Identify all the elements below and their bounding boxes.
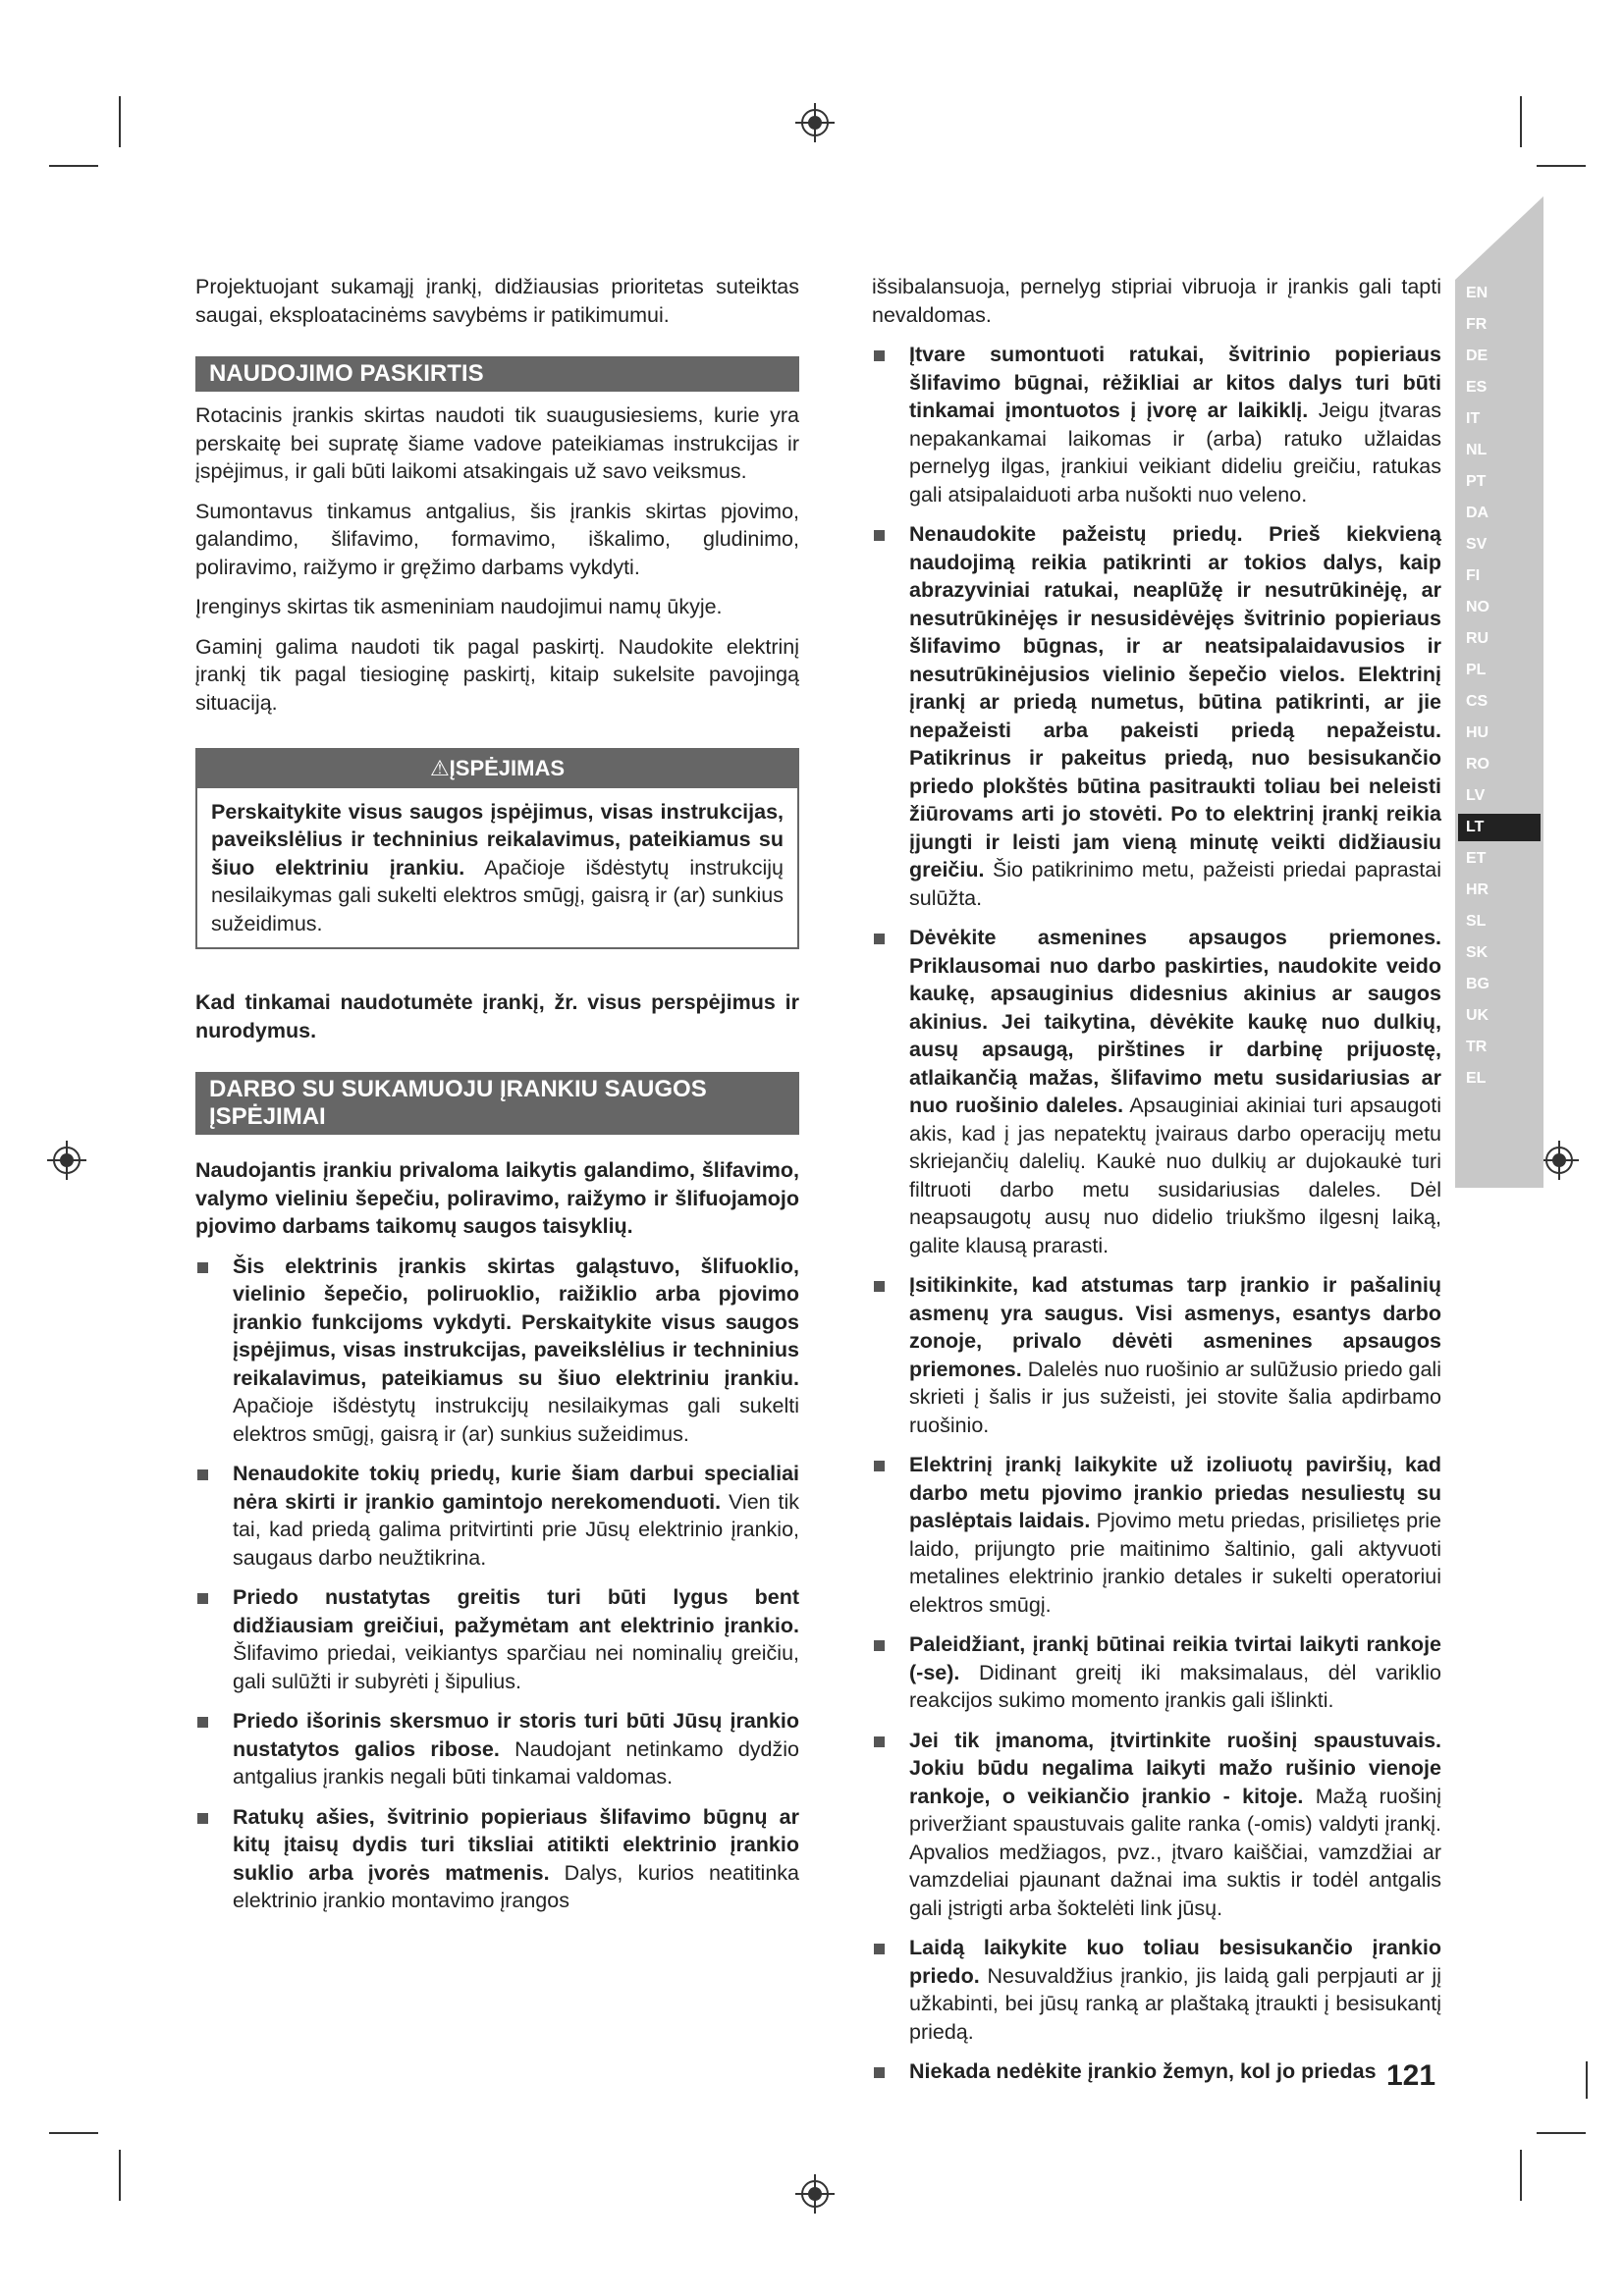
list-item: Nenaudokite tokių priedų, kurie šiam darbui specialiai nėra skirti ir įrankio gamintojo nerekomenduoti. Vien tik tai, kad priedą galima pritvirtinti prie Jūsų elektrinio įrankio, saugaus darbo neužtikrina. <box>195 1460 799 1572</box>
intro-paragraph: Projektuojant sukamąjį įrankį, didžiausias prioritetas suteiktas saugai, eksploatacinėms savybėms ir patikimumui. <box>195 275 799 327</box>
language-tab-fr[interactable]: FR <box>1466 316 1488 333</box>
language-tab-pl[interactable]: PL <box>1466 662 1487 678</box>
crop-mark <box>1537 2132 1586 2134</box>
language-tab-de[interactable]: DE <box>1466 347 1489 364</box>
continued-paragraph: išsibalansuoja, pernelyg stipriai vibruoja ir įrankis gali tapti nevaldomas. <box>872 275 1441 327</box>
crop-mark <box>119 2150 121 2201</box>
language-tab-cs[interactable]: CS <box>1466 693 1489 710</box>
paragraph: Įrenginys skirtas tik asmeniniam naudojimui namų ūkyje. <box>195 595 723 618</box>
language-tab-ru[interactable]: RU <box>1466 630 1489 647</box>
language-tab-el[interactable]: EL <box>1466 1070 1487 1087</box>
safety-lead: Naudojantis įrankiu privaloma laikytis galandimo, šlifavimo, valymo vieliniu šepečiu, poliravimo, raižymo ir šlifuojamojo pjovimo darbams taikomų saugos taisyklių. <box>195 1158 799 1238</box>
language-tab-da[interactable]: DA <box>1466 505 1489 521</box>
list-item: Priedo išorinis skersmuo ir storis turi būti Jūsų įrankio nustatytos galios ribose. Naudojant netinkamo dydžio antgalius įrankis negali būti tinkamai valdomas. <box>195 1707 799 1791</box>
list-item: Nenaudokite pažeistų priedų. Prieš kiekvieną naudojimą reikia patikrinti ar tokios dalys, kaip abrazyviniai ratukai, neaplūžę ir nesutrūkinėję, ar nesutrūkinėjęs ir nesusidėvėjęs švitrinio popieriaus šlifavimo būgnas, ir ar neatsipalaidavusios ir nesutrūkinėjusios vielinio šepečio vielos. Elektrinį įrankį ar priedą numetus, būtina patikrinti, ar jie nepažeisti arba pakeisti priedą nepažeistu. Patikrinus ir pakeitus priedą, nuo besisukančio priedo plokštės būtina pasitraukti toliau bei neleisti žiūrovams arti jo stovėti. Po to elektrinį įrankį reikia įjungti ir leisti jam vieną minutę veikti didžiausiu greičiu. Šio patikrinimo metu, pažeisti priedai paprastai sulūžta. <box>872 520 1441 912</box>
crop-mark <box>49 165 98 167</box>
list-item: Įtvare sumontuoti ratukai, švitrinio popieriaus šlifavimo būgnai, rėžikliai ar kitos dalys turi būti tinkamai įmontuotos į įvorę ar laikiklį. Jeigu įtvaras nepakankamai laikomas ir (arba) ratuko užlaidas pernelyg ilgas, įrankiui veikiant dideliu greičiu, ratukas gali atsipalaiduoti arba nušokti nuo veleno. <box>872 341 1441 508</box>
language-tab-sl[interactable]: SL <box>1466 913 1487 930</box>
warning-icon: ⚠ <box>429 756 450 780</box>
list-item: Ratukų ašies, švitrinio popieriaus šlifavimo būgnų ar kitų įtaisų dydis turi tiksliai atitikti elektrinio įrankio suklio arba įvorės matmenis. Dalys, kurios neatitinka elektrinio įrankio montavimo įrangos <box>195 1803 799 1915</box>
list-item: Niekada nedėkite įrankio žemyn, kol jo priedas <box>872 2057 1441 2086</box>
language-tab-lv[interactable]: LV <box>1466 787 1486 804</box>
section-heading-intended-use: NAUDOJIMO PASKIRTIS <box>195 356 799 392</box>
crop-mark <box>119 96 121 147</box>
list-item: Dėvėkite asmenines apsaugos priemones. Priklausomai nuo darbo paskirties, naudokite veido kaukę, apsauginius didesnius akinius ar saugos akinius. Jei taikytina, dėvėkite kaukę nuo dulkių, ausų apsaugą, pirštines ir darbinę prijuostę, atlaikančią mažas, šlifavimo metu susidariusias ar nuo ruošinio daleles. Apsauginiai akiniai turi apsaugoti akis, kad į jas nepatektų įvairaus darbo operacijų metu skriejančių dalelių. Kaukė nuo dulkių ar dujokaukė turi filtruoti darbo metu susidariusias daleles. Dėl neapsaugotų ausų nuo didelio triukšmo ilgesnį laiką, galite klausą prarasti. <box>872 924 1441 1259</box>
language-tab-sv[interactable]: SV <box>1466 536 1488 553</box>
paragraph: Sumontavus tinkamus antgalius, šis įrankis skirtas pjovimo, galandimo, šlifavimo, formavimo, iškalimo, gludinimo, poliravimo, raižymo ir gręžimo darbams vykdyti. <box>195 499 799 579</box>
list-item: Paleidžiant, įrankį būtinai reikia tvirtai laikyti rankoje (-se). Didinant greitį iki maksimalaus, dėl variklio reakcijos sukimo momento įrankis gali išlinkti. <box>872 1630 1441 1715</box>
registration-mark-icon <box>1540 1141 1579 1180</box>
language-tab-uk[interactable]: UK <box>1466 1007 1489 1024</box>
language-tab-ro[interactable]: RO <box>1466 756 1489 773</box>
list-item: Priedo nustatytas greitis turi būti lygus bent didžiausiam greičiui, pažymėtam ant elektrinio įrankio. Šlifavimo priedai, veikiantys sparčiau nei nominalių greičiu, gali sulūžti ir subyrėti į šipulius. <box>195 1583 799 1695</box>
left-column <box>195 273 799 1927</box>
crop-mark <box>1520 2150 1522 2201</box>
list-item: Įsitikinkite, kad atstumas tarp įrankio ir pašalinių asmenų yra saugus. Visi asmenys, esantys darbo zonoje, privalo dėvėti asmenines apsaugos priemones. Dalelės nuo ruošinio ar sulūžusio priedo gali skrieti į šalis ir jus sužeisti, jei stovite šalia apdirbamo ruošinio. <box>872 1271 1441 1439</box>
paragraph: Rotacinis įrankis skirtas naudoti tik suaugusiesiems, kurie yra perskaitę bei supratę šiame vadove pateikiamas instrukcijas ir įspėjimus, ir gali būti laikomi atsakingais už savo veiksmus. <box>195 403 799 483</box>
paragraph: Gaminį galima naudoti tik pagal paskirtį. Naudokite elektrinį įrankį tik pagal tiesioginę paskirtį, kitaip sukelsite pavojingą situaciją. <box>195 634 799 715</box>
registration-mark-icon <box>795 2174 835 2214</box>
list-item: Laidą laikykite kuo toliau besisukančio įrankio priedo. Nesuvaldžius įrankio, jis laidą gali perpjauti ar jį užkabinti, bei jūsų ranką ar plaštaką įtraukti į besisukantį priedą. <box>872 1934 1441 2046</box>
list-item: Elektrinį įrankį laikykite už izoliuotų paviršių, kad darbo metu pjovimo įrankio priedas nesuliestų su paslėptais laidais. Pjovimo metu priedas, prisilietęs prie laido, prijungto prie maitinimo šaltinio, gali aktyvuoti metalines elektrinio įrankio detales ir sukelti operatoriui elektros smūgį. <box>872 1451 1441 1619</box>
crop-mark <box>1586 2061 1588 2099</box>
language-tab-sk[interactable]: SK <box>1466 944 1489 961</box>
language-tab-lt[interactable]: LT <box>1458 814 1541 841</box>
language-tab-no[interactable]: NO <box>1466 599 1489 615</box>
warning-box <box>195 748 799 949</box>
registration-mark-icon <box>795 103 835 142</box>
right-column <box>872 273 1441 2098</box>
language-tab-es[interactable]: ES <box>1466 379 1488 396</box>
language-tab-hr[interactable]: HR <box>1466 881 1489 898</box>
language-tab-et[interactable]: ET <box>1466 850 1487 867</box>
list-item: Jei tik įmanoma, įtvirtinkite ruošinį spaustuvais. Jokiu būdu negalima laikyti mažo rušinio vienoje rankoje, o veikiančio įrankio - kitoje. Mažą ruošinį priveržiant spaustuvais galite ranka (-omis) valdyti įrankį. Apvalios medžiagos, pvz., įtvaro kaiščiai, vamzdžiai ar vamzdeliai pjaunant dažnai ima suktis ir todėl antgalis gali įstrigti arba šoktelėti link jūsų. <box>872 1727 1441 1923</box>
crop-mark <box>1520 96 1522 147</box>
warning-heading: ⚠ĮSPĖJIMAS <box>197 750 797 788</box>
language-tab-fi[interactable]: FI <box>1466 567 1481 584</box>
page-number: 121 <box>1386 2059 1436 2092</box>
language-tab-it[interactable]: IT <box>1466 410 1481 427</box>
bullet-list-right <box>872 341 1441 2086</box>
language-tab-en[interactable]: EN <box>1466 285 1489 301</box>
warning-text: Perskaitykite visus saugos įspėjimus, visas instrukcijas, paveikslėlius ir techninius reikalavimus, pateikiamus su šiuo elektriniu įrankiu. Apačioje išdėstytų instrukcijų nesilaikymas gali sukelti elektros smūgį, gaisrą ir (ar) sunkius sužeidimus. <box>211 799 784 935</box>
crop-mark <box>1537 165 1586 167</box>
see-all-warnings: Kad tinkamai naudotumėte įrankį, žr. visus perspėjimus ir nurodymus. <box>195 990 799 1042</box>
bullet-list-left <box>195 1253 799 1915</box>
language-tab-pt[interactable]: PT <box>1466 473 1487 490</box>
language-tab-nl[interactable]: NL <box>1466 442 1488 458</box>
crop-mark <box>49 2132 98 2134</box>
list-item: Šis elektrinis įrankis skirtas galąstuvo, šlifuoklio, vielinio šepečio, poliruoklio, raižiklio arba pjovimo įrankio funkcijoms vykdyti. Perskaitykite visus saugos įspėjimus, visas instrukcijas, paveikslėlius ir techninius reikalavimus, pateikiamus su šiuo elektriniu įrankiu. Apačioje išdėstytų instrukcijų nesilaikymas gali sukelti elektros smūgį, gaisrą ir (ar) sunkius sužeidimus. <box>195 1253 799 1449</box>
language-tab-hu[interactable]: HU <box>1466 724 1489 741</box>
language-tab-bg[interactable]: BG <box>1466 976 1489 992</box>
language-tab-tr[interactable]: TR <box>1466 1039 1488 1055</box>
section-heading-safety-warnings: DARBO SU SUKAMUOJU ĮRANKIU SAUGOS ĮSPĖJIMAI <box>195 1072 799 1135</box>
registration-mark-icon <box>47 1141 86 1180</box>
